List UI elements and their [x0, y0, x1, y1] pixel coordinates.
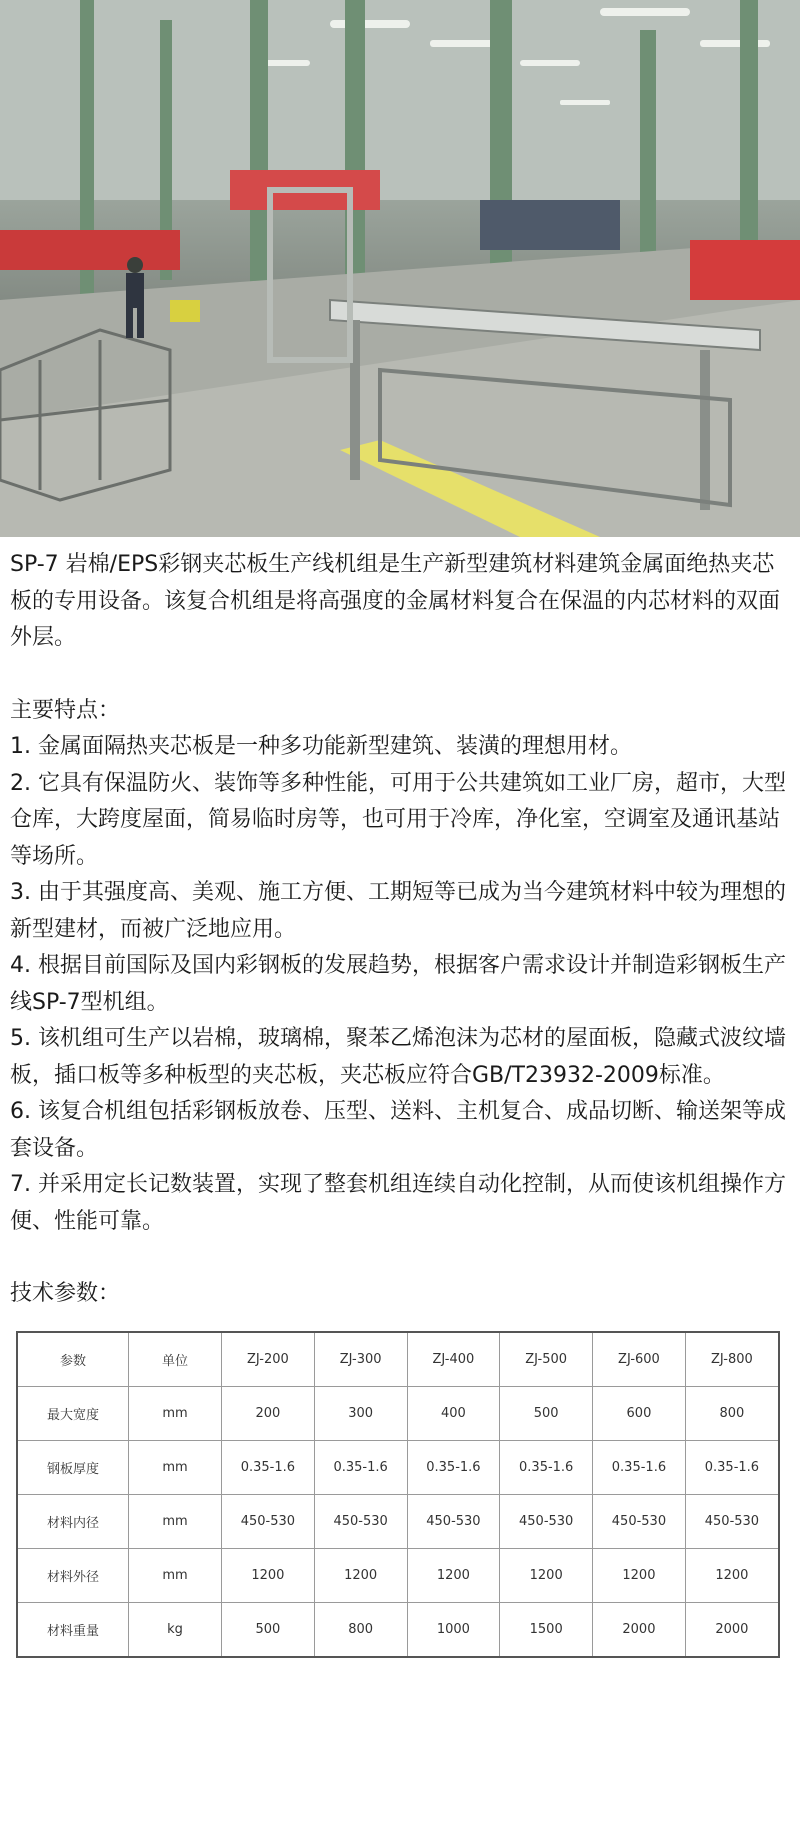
intro-paragraph: SP-7 岩棉/EPS彩钢夹芯板生产线机组是生产新型建筑材料建筑金属面绝热夹芯板的专用设备。该复合机组是将高强度的金属材料复合在保温的内芯材料的双面外层。 — [10, 552, 781, 650]
table-cell: 0.35-1.6 — [500, 1440, 593, 1494]
table-cell: 400 — [407, 1386, 500, 1440]
table-header-cell: ZJ-300 — [314, 1332, 407, 1387]
table-cell: 450-530 — [314, 1494, 407, 1548]
table-cell: 1200 — [407, 1548, 500, 1602]
table-cell: mm — [129, 1386, 222, 1440]
table-cell: 0.35-1.6 — [407, 1440, 500, 1494]
table-cell: 钢板厚度 — [17, 1440, 129, 1494]
feature-item-1: 1. 金属面隔热夹芯板是一种多功能新型建筑、装潢的理想用材。 — [10, 734, 632, 759]
table-row — [17, 1386, 779, 1440]
table-cell: 0.35-1.6 — [314, 1440, 407, 1494]
table-cell: 0.35-1.6 — [222, 1440, 315, 1494]
feature-item-6: 6. 该复合机组包括彩钢板放卷、压型、送料、主机复合、成品切断、输送架等成套设备。 — [10, 1099, 786, 1161]
spec-table — [16, 1331, 780, 1658]
table-cell: 材料外径 — [17, 1548, 129, 1602]
feature-item-2: 2. 它具有保温防火、装饰等多种性能，可用于公共建筑如工业厂房，超市，大型仓库，大跨度屋面，简易临时房等，也可用于冷库，净化室，空调室及通讯基站等场所。 — [10, 770, 786, 869]
table-cell: 1500 — [500, 1602, 593, 1657]
table-cell: 最大宽度 — [17, 1386, 129, 1440]
spec-table-wrapper — [16, 1331, 790, 1658]
table-row — [17, 1548, 779, 1602]
production-line-illustration — [0, 0, 800, 537]
table-header-cell: 参数 — [17, 1332, 129, 1387]
table-header-cell: ZJ-400 — [407, 1332, 500, 1387]
table-cell: 2000 — [685, 1602, 779, 1657]
table-cell: 500 — [500, 1386, 593, 1440]
table-row — [17, 1494, 779, 1548]
table-cell: 2000 — [593, 1602, 686, 1657]
table-cell: 500 — [222, 1602, 315, 1657]
table-cell: 0.35-1.6 — [685, 1440, 779, 1494]
spec-title: 技术参数： — [10, 1281, 121, 1306]
feature-item-7: 7. 并采用定长记数装置，实现了整套机组连续自动化控制，从而使该机组操作方便、性能可靠。 — [10, 1172, 786, 1234]
table-cell: 300 — [314, 1386, 407, 1440]
table-cell: 800 — [314, 1602, 407, 1657]
table-cell: 0.35-1.6 — [593, 1440, 686, 1494]
table-cell: 1200 — [314, 1548, 407, 1602]
table-header-cell: 单位 — [129, 1332, 222, 1387]
table-cell: 450-530 — [222, 1494, 315, 1548]
table-cell: 450-530 — [685, 1494, 779, 1548]
table-cell: 200 — [222, 1386, 315, 1440]
factory-photo — [0, 0, 800, 537]
table-row — [17, 1440, 779, 1494]
table-cell: kg — [129, 1602, 222, 1657]
table-header-cell: ZJ-800 — [685, 1332, 779, 1387]
table-cell: mm — [129, 1548, 222, 1602]
table-cell: 1200 — [500, 1548, 593, 1602]
table-cell: 450-530 — [500, 1494, 593, 1548]
feature-item-5: 5. 该机组可生产以岩棉，玻璃棉，聚苯乙烯泡沫为芯材的屋面板，隐藏式波纹墙板，插口板等多种板型的夹芯板，夹芯板应符合GB/T23932-2009标准。 — [10, 1026, 786, 1088]
table-header-cell: ZJ-200 — [222, 1332, 315, 1387]
table-cell: 1000 — [407, 1602, 500, 1657]
features-title: 主要特点： — [10, 697, 121, 723]
feature-item-4: 4. 根据目前国际及国内彩钢板的发展趋势，根据客户需求设计并制造彩钢板生产线SP-7型机组。 — [10, 953, 786, 1015]
table-cell: 450-530 — [593, 1494, 686, 1548]
table-cell: mm — [129, 1440, 222, 1494]
table-header-cell: ZJ-500 — [500, 1332, 593, 1387]
table-cell: 材料内径 — [17, 1494, 129, 1548]
table-cell: 600 — [593, 1386, 686, 1440]
table-row — [17, 1602, 779, 1657]
table-cell: 450-530 — [407, 1494, 500, 1548]
table-cell: 1200 — [685, 1548, 779, 1602]
table-cell: 1200 — [222, 1548, 315, 1602]
table-header-row — [17, 1332, 779, 1387]
table-cell: mm — [129, 1494, 222, 1548]
table-header-cell: ZJ-600 — [593, 1332, 686, 1387]
table-cell: 800 — [685, 1386, 779, 1440]
feature-item-3: 3. 由于其强度高、美观、施工方便、工期短等已成为当今建筑材料中较为理想的新型建材，而被广泛地应用。 — [10, 880, 786, 942]
table-cell: 材料重量 — [17, 1602, 129, 1657]
table-cell: 1200 — [593, 1548, 686, 1602]
